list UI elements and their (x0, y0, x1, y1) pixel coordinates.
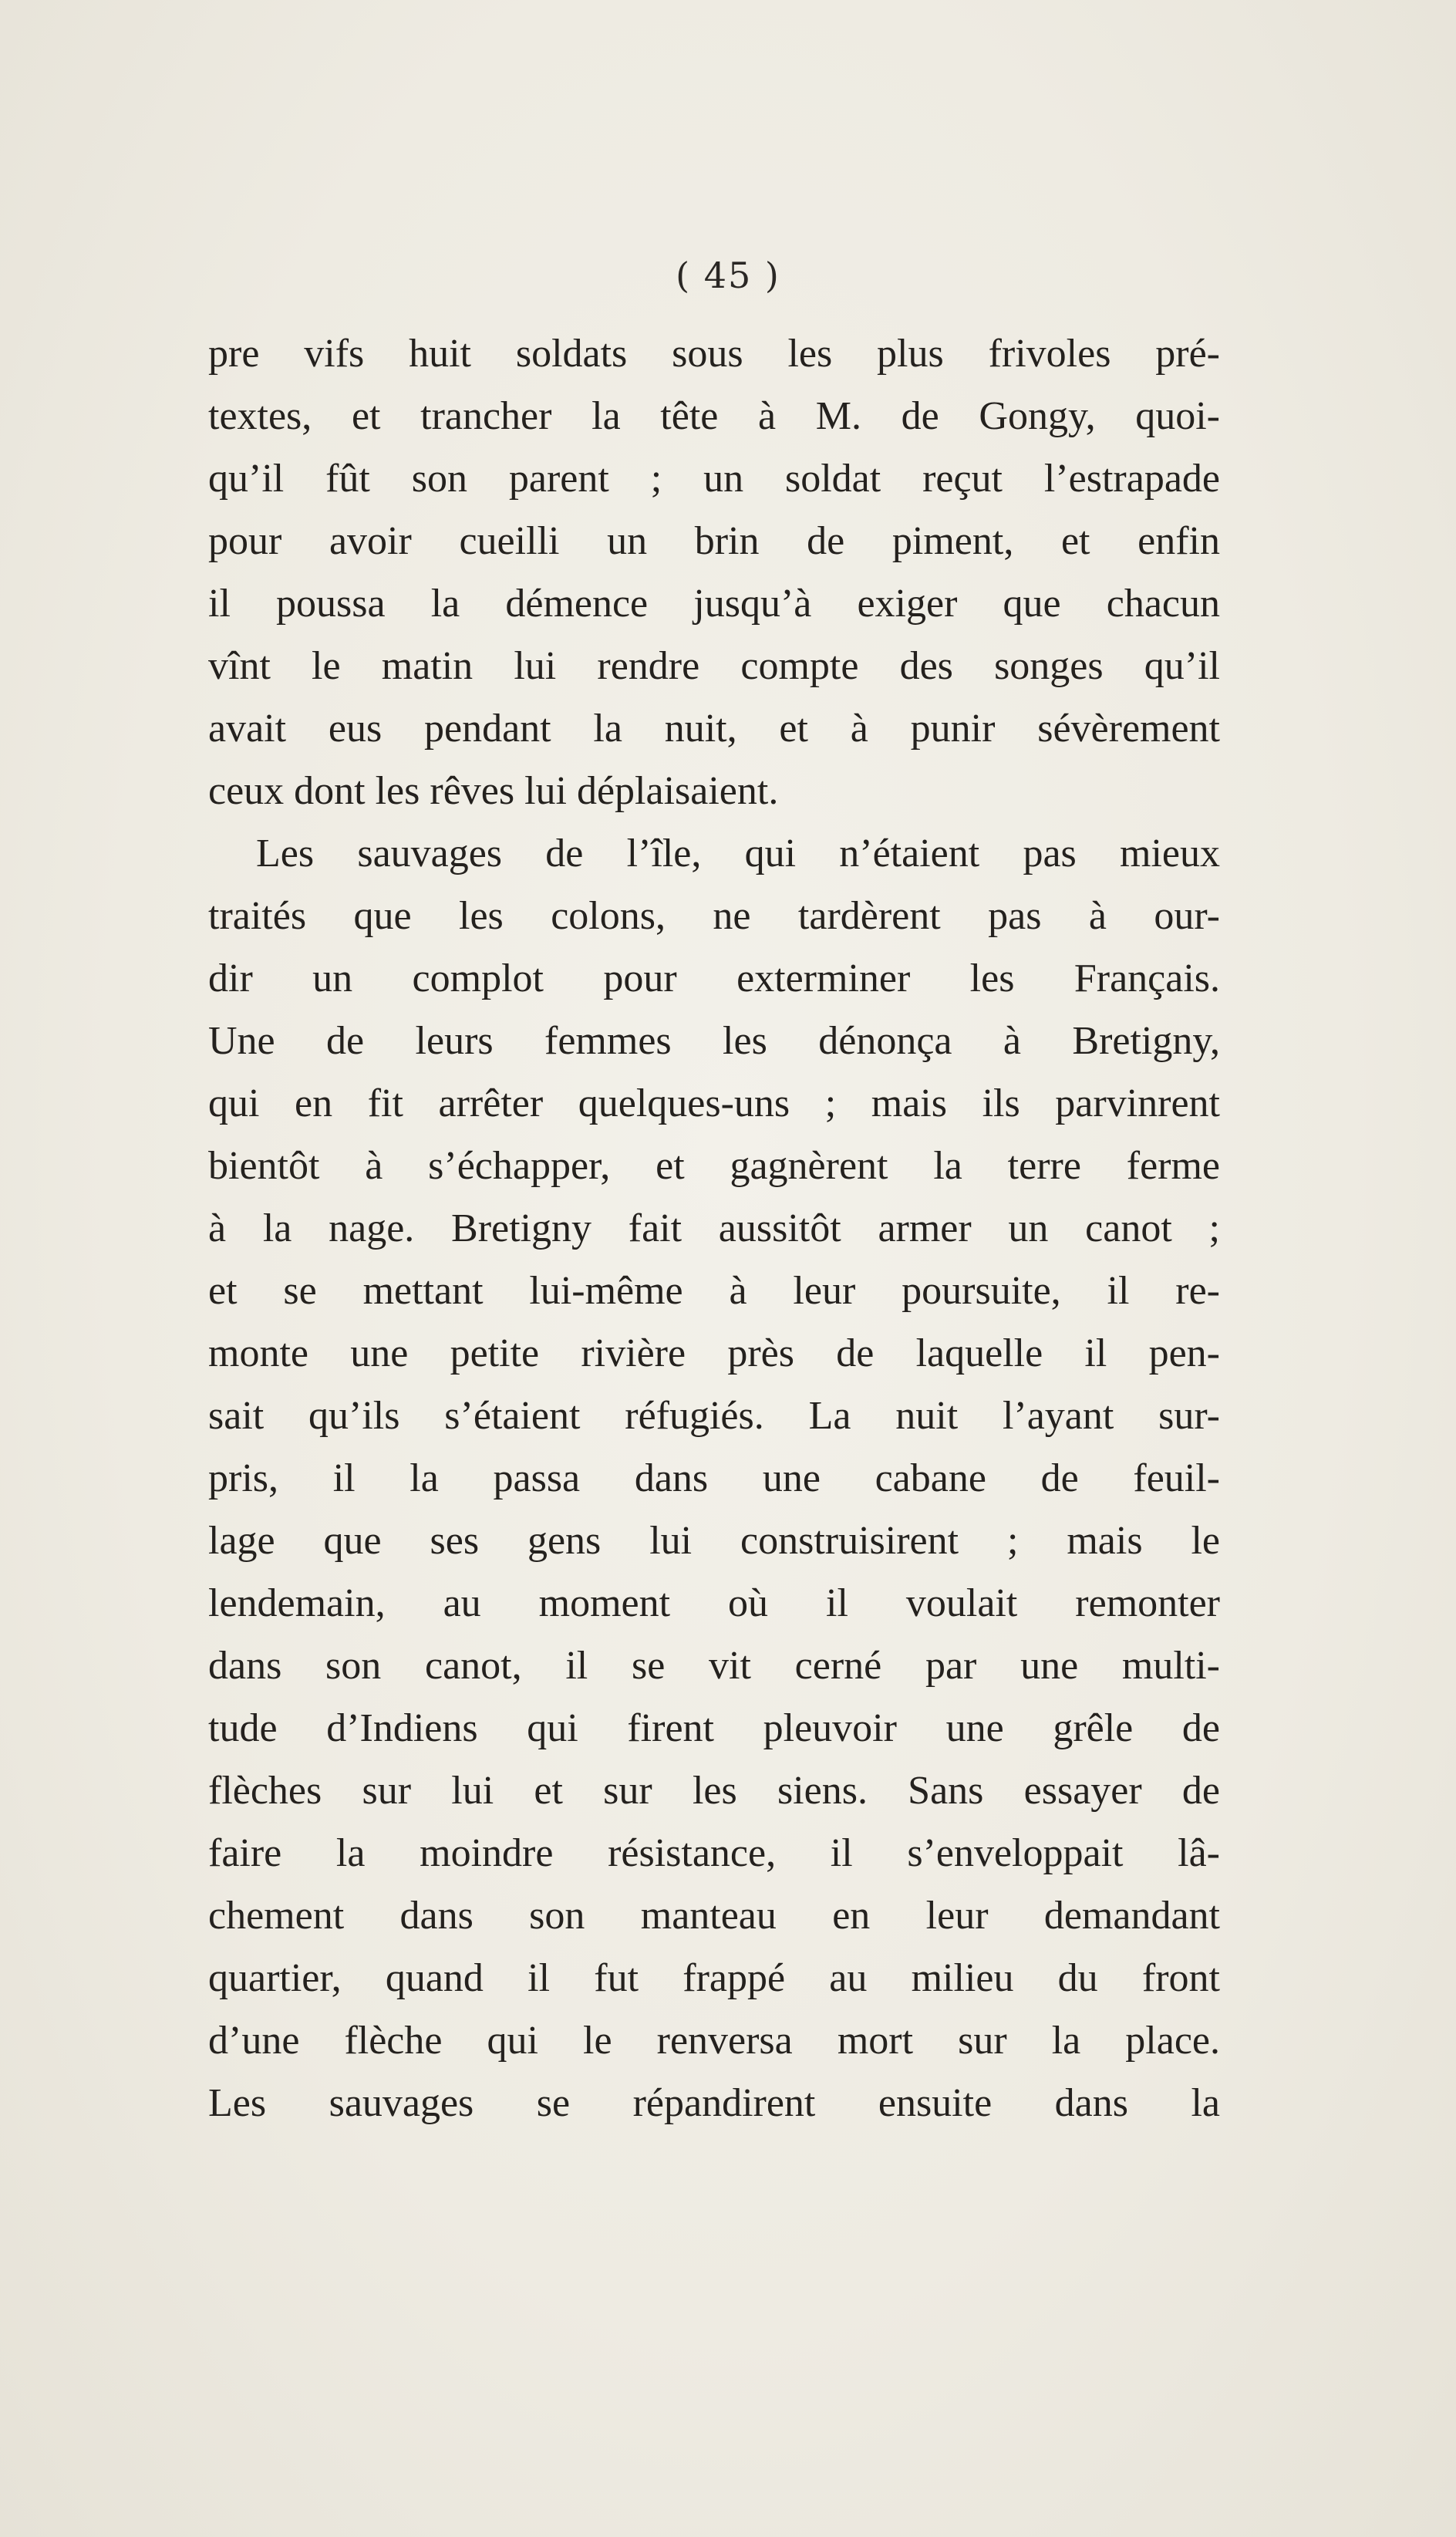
text-line: faire la moindre résistance, il s’enveloppait lâ- (208, 1831, 1220, 1875)
text-line: ceux dont les rêves lui déplaisaient. (208, 769, 779, 813)
paragraph-2 (208, 822, 1220, 2134)
text-line: à la nage. Bretigny fait aussitôt armer un canot ; (208, 1206, 1220, 1250)
text-line: pour avoir cueilli un brin de piment, et enfin (208, 519, 1220, 563)
text-line: lage que ses gens lui construisirent ; mais le (208, 1519, 1220, 1563)
text-line: pre vifs huit soldats sous les plus frivoles pré- (208, 332, 1220, 376)
text-line: sait qu’ils s’étaient réfugiés. La nuit l’ayant sur- (208, 1394, 1220, 1438)
text-line: bientôt à s’échapper, et gagnèrent la terre ferme (208, 1144, 1220, 1188)
text-line: flèches sur lui et sur les siens. Sans essayer de (208, 1769, 1220, 1813)
text-line: Les sauvages se répandirent ensuite dans la (208, 2081, 1220, 2125)
text-line: chement dans son manteau en leur demandant (208, 1894, 1220, 1938)
paragraph-1 (208, 322, 1220, 822)
text-line: quartier, quand il fut frappé au milieu du front (208, 1956, 1220, 2000)
text-line: textes, et trancher la tête à M. de Gongy, quoi- (208, 394, 1220, 438)
text-line: dir un complot pour exterminer les Français. (208, 956, 1220, 1000)
text-line: avait eus pendant la nuit, et à punir sévèrement (208, 707, 1220, 751)
text-line: lendemain, au moment où il voulait remonter (208, 1581, 1220, 1625)
text-line: il poussa la démence jusqu’à exiger que chacun (208, 582, 1220, 626)
text-line: qui en fit arrêter quelques-uns ; mais ils parvinrent (208, 1081, 1220, 1125)
text-line: tude d’Indiens qui firent pleuvoir une grêle de (208, 1706, 1220, 1750)
text-line: Les sauvages de l’île, qui n’étaient pas mieux (256, 832, 1220, 875)
text-line: et se mettant lui-même à leur poursuite, il re- (208, 1269, 1220, 1313)
page-number: ( 45 ) (676, 255, 780, 296)
text-line: vînt le matin lui rendre compte des songes qu’il (208, 644, 1220, 688)
text-line: d’une flèche qui le renversa mort sur la place. (208, 2019, 1220, 2063)
text-line: monte une petite rivière près de laquelle il pen- (208, 1331, 1220, 1375)
text-line: traités que les colons, ne tardèrent pas à our- (208, 894, 1220, 938)
text-line: qu’il fût son parent ; un soldat reçut l’estrapade (208, 457, 1220, 501)
text-line: Une de leurs femmes les dénonça à Bretigny, (208, 1019, 1220, 1063)
text-line: dans son canot, il se vit cerné par une multi- (208, 1644, 1220, 1688)
body-text (208, 322, 1220, 2134)
text-line: pris, il la passa dans une cabane de feuil- (208, 1456, 1220, 1500)
